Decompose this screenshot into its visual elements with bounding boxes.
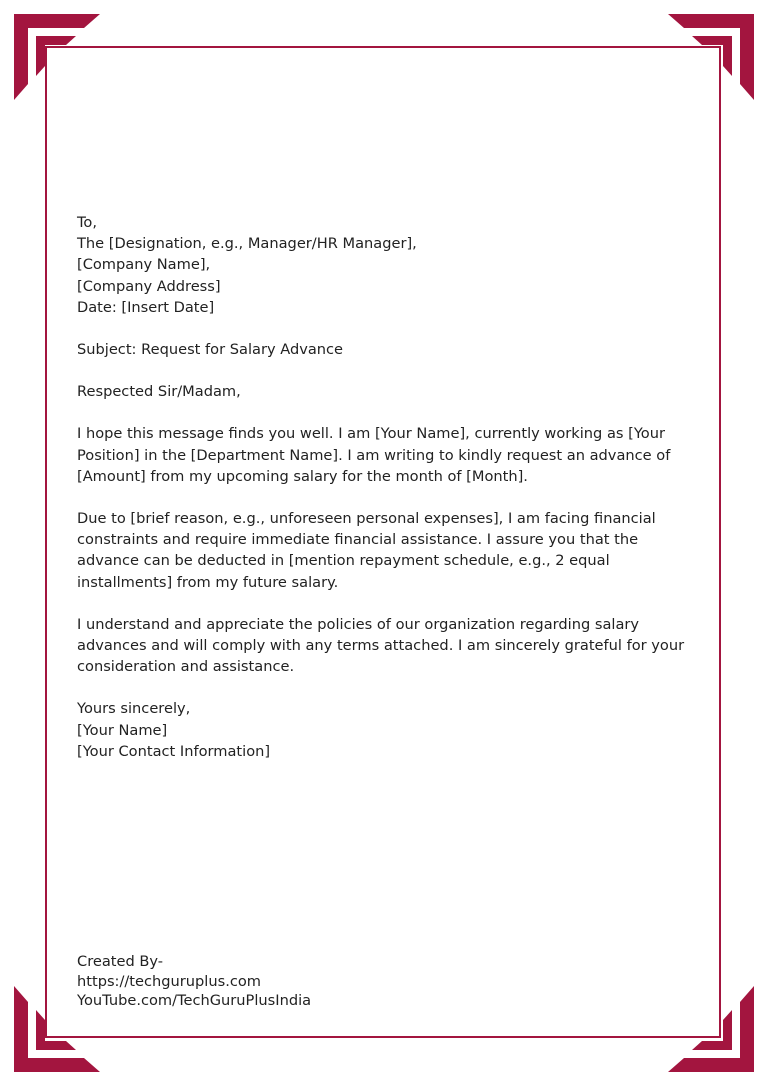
address-line: To, <box>77 214 98 231</box>
date-line: Date: [Insert Date] <box>77 298 215 316</box>
address-line: [Company Name], <box>77 256 211 274</box>
closing-line: Yours sincerely, <box>77 700 191 718</box>
signer-name: [Your Name] <box>77 721 168 739</box>
corner-ornament-top-right <box>664 14 754 104</box>
paragraph-intro: I hope this message finds you well. I am [Your Name], currently working as [Your Position] in the [Department Name]. I am writing to kindly request an advance of [Amount] from my upcoming salary for the month of [Month]. <box>77 425 671 485</box>
corner-ornament-bottom-right <box>664 982 754 1072</box>
letter-body <box>77 212 697 783</box>
credits-block <box>77 952 311 1011</box>
recipient-address <box>77 212 697 318</box>
paragraph-reason: Due to [brief reason, e.g., unforeseen personal expenses], I am facing financial constraints and require immediate financial assistance. I assure you that the advance can be deducted in [mention repayment schedule, e.g., 2 equal installments] from my future salary. <box>77 510 656 591</box>
signature-block <box>77 698 697 762</box>
created-by-label: Created By- <box>77 953 164 970</box>
address-line: [Company Address] <box>77 277 221 295</box>
address-line: The [Designation, e.g., Manager/HR Manager], <box>77 235 417 253</box>
subject-line: Subject: Request for Salary Advance <box>77 341 344 359</box>
signer-contact: [Your Contact Information] <box>77 742 271 760</box>
website-link[interactable]: https://techguruplus.com <box>77 972 262 990</box>
corner-ornament-top-left <box>14 14 104 104</box>
youtube-link[interactable]: YouTube.com/TechGuruPlusIndia <box>77 992 312 1009</box>
salutation: Respected Sir/Madam, <box>77 383 241 401</box>
paragraph-closing: I understand and appreciate the policies of our organization regarding salary advances and will comply with any terms attached. I am sincerely grateful for your consideration and assistance. <box>77 615 685 676</box>
